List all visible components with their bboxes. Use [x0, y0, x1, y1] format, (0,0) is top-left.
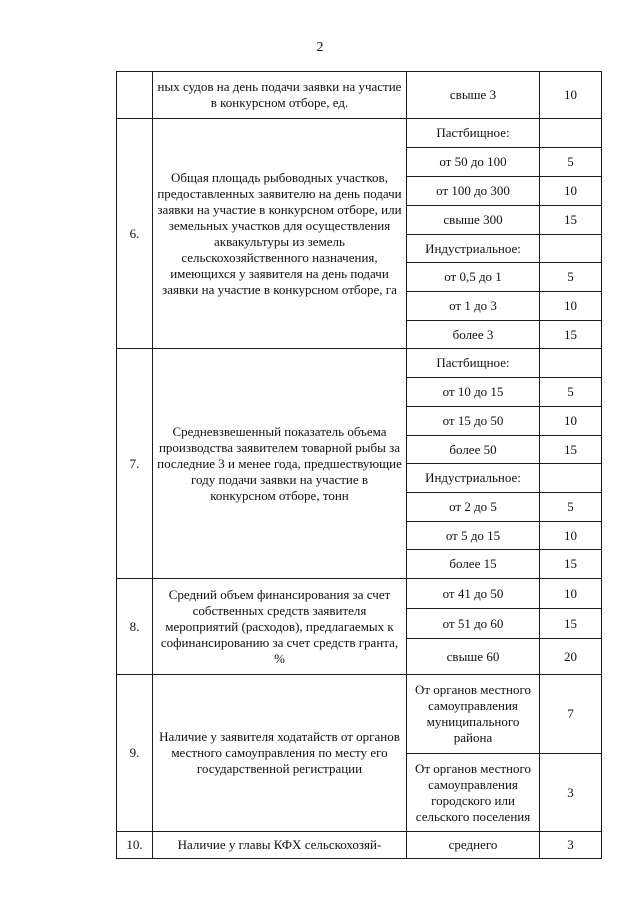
row-number: 6. [117, 119, 153, 349]
range-cell: среднего [407, 832, 540, 859]
points-cell: 5 [540, 493, 602, 522]
points-cell: 10 [540, 407, 602, 436]
category-label: Пастбищное: [407, 119, 540, 148]
points-cell [540, 235, 602, 263]
range-cell: От органов местного самоуправления муниципального района [407, 675, 540, 754]
points-cell: 10 [540, 292, 602, 321]
points-cell: 15 [540, 550, 602, 579]
page-number: 2 [316, 40, 324, 55]
criterion-text: Средний объем финансирования за счет собственных средств заявителя мероприятий (расходов), предлагаемых к софинансированию за счет средств гранта, % [153, 579, 407, 675]
range-cell: от 5 до 15 [407, 522, 540, 550]
range-cell: более 50 [407, 436, 540, 464]
criterion-text: ных судов на день подачи заявки на участие в конкурсном отборе, ед. [153, 72, 407, 119]
row-number [117, 72, 153, 119]
range-cell: от 2 до 5 [407, 493, 540, 522]
table-row [117, 349, 602, 378]
points-cell: 7 [540, 675, 602, 754]
range-cell: От органов местного самоуправления городского или сельского поселения [407, 754, 540, 832]
table-row [117, 579, 602, 609]
range-cell: от 41 до 50 [407, 579, 540, 609]
points-cell: 15 [540, 321, 602, 349]
row-number: 8. [117, 579, 153, 675]
points-cell [540, 119, 602, 148]
points-cell: 10 [540, 579, 602, 609]
points-cell: 5 [540, 378, 602, 407]
range-cell: от 15 до 50 [407, 407, 540, 436]
table-row [117, 119, 602, 148]
row-number: 10. [117, 832, 153, 859]
points-cell: 15 [540, 609, 602, 639]
points-cell: 3 [540, 754, 602, 832]
category-label: Пастбищное: [407, 349, 540, 378]
range-cell: более 3 [407, 321, 540, 349]
table-row [117, 675, 602, 754]
range-cell: от 100 до 300 [407, 177, 540, 206]
points-cell [540, 464, 602, 493]
points-cell: 15 [540, 206, 602, 235]
table-row [117, 72, 602, 119]
range-cell: от 10 до 15 [407, 378, 540, 407]
category-label: Индустриальное: [407, 464, 540, 493]
range-cell: от 0,5 до 1 [407, 263, 540, 292]
range-cell: от 50 до 100 [407, 148, 540, 177]
points-cell: 15 [540, 436, 602, 464]
criterion-text: Наличие у главы КФХ сельскохозяй- [153, 832, 407, 859]
points-cell: 20 [540, 639, 602, 675]
points-cell: 5 [540, 148, 602, 177]
points-cell [540, 349, 602, 378]
row-number: 9. [117, 675, 153, 832]
range-cell: свыше 300 [407, 206, 540, 235]
points-cell: 10 [540, 522, 602, 550]
criterion-text: Наличие у заявителя ходатайств от органов местного самоуправления по месту его государственной регистрации [153, 675, 407, 832]
scoring-table [116, 71, 602, 859]
category-label: Индустриальное: [407, 235, 540, 263]
criterion-text: Общая площадь рыбоводных участков, предоставленных заявителю на день подачи заявки на участие в конкурсном отборе, или земельных участков для осуществления аквакультуры из земель сельскохозяйственного назначения, имеющихся у заявителя на день подачи заявки на участие в конкурсном отборе, га [153, 119, 407, 349]
table-row [117, 832, 602, 859]
points-cell: 3 [540, 832, 602, 859]
range-cell: от 1 до 3 [407, 292, 540, 321]
row-number: 7. [117, 349, 153, 579]
criterion-text: Средневзвешенный показатель объема производства заявителем товарной рыбы за последние 3 и менее года, предшествующие году подачи заявки на участие в конкурсном отборе, тонн [153, 349, 407, 579]
range-cell: более 15 [407, 550, 540, 579]
range-cell: свыше 60 [407, 639, 540, 675]
range-cell: свыше 3 [407, 72, 540, 119]
points-cell: 10 [540, 72, 602, 119]
range-cell: от 51 до 60 [407, 609, 540, 639]
points-cell: 5 [540, 263, 602, 292]
points-cell: 10 [540, 177, 602, 206]
